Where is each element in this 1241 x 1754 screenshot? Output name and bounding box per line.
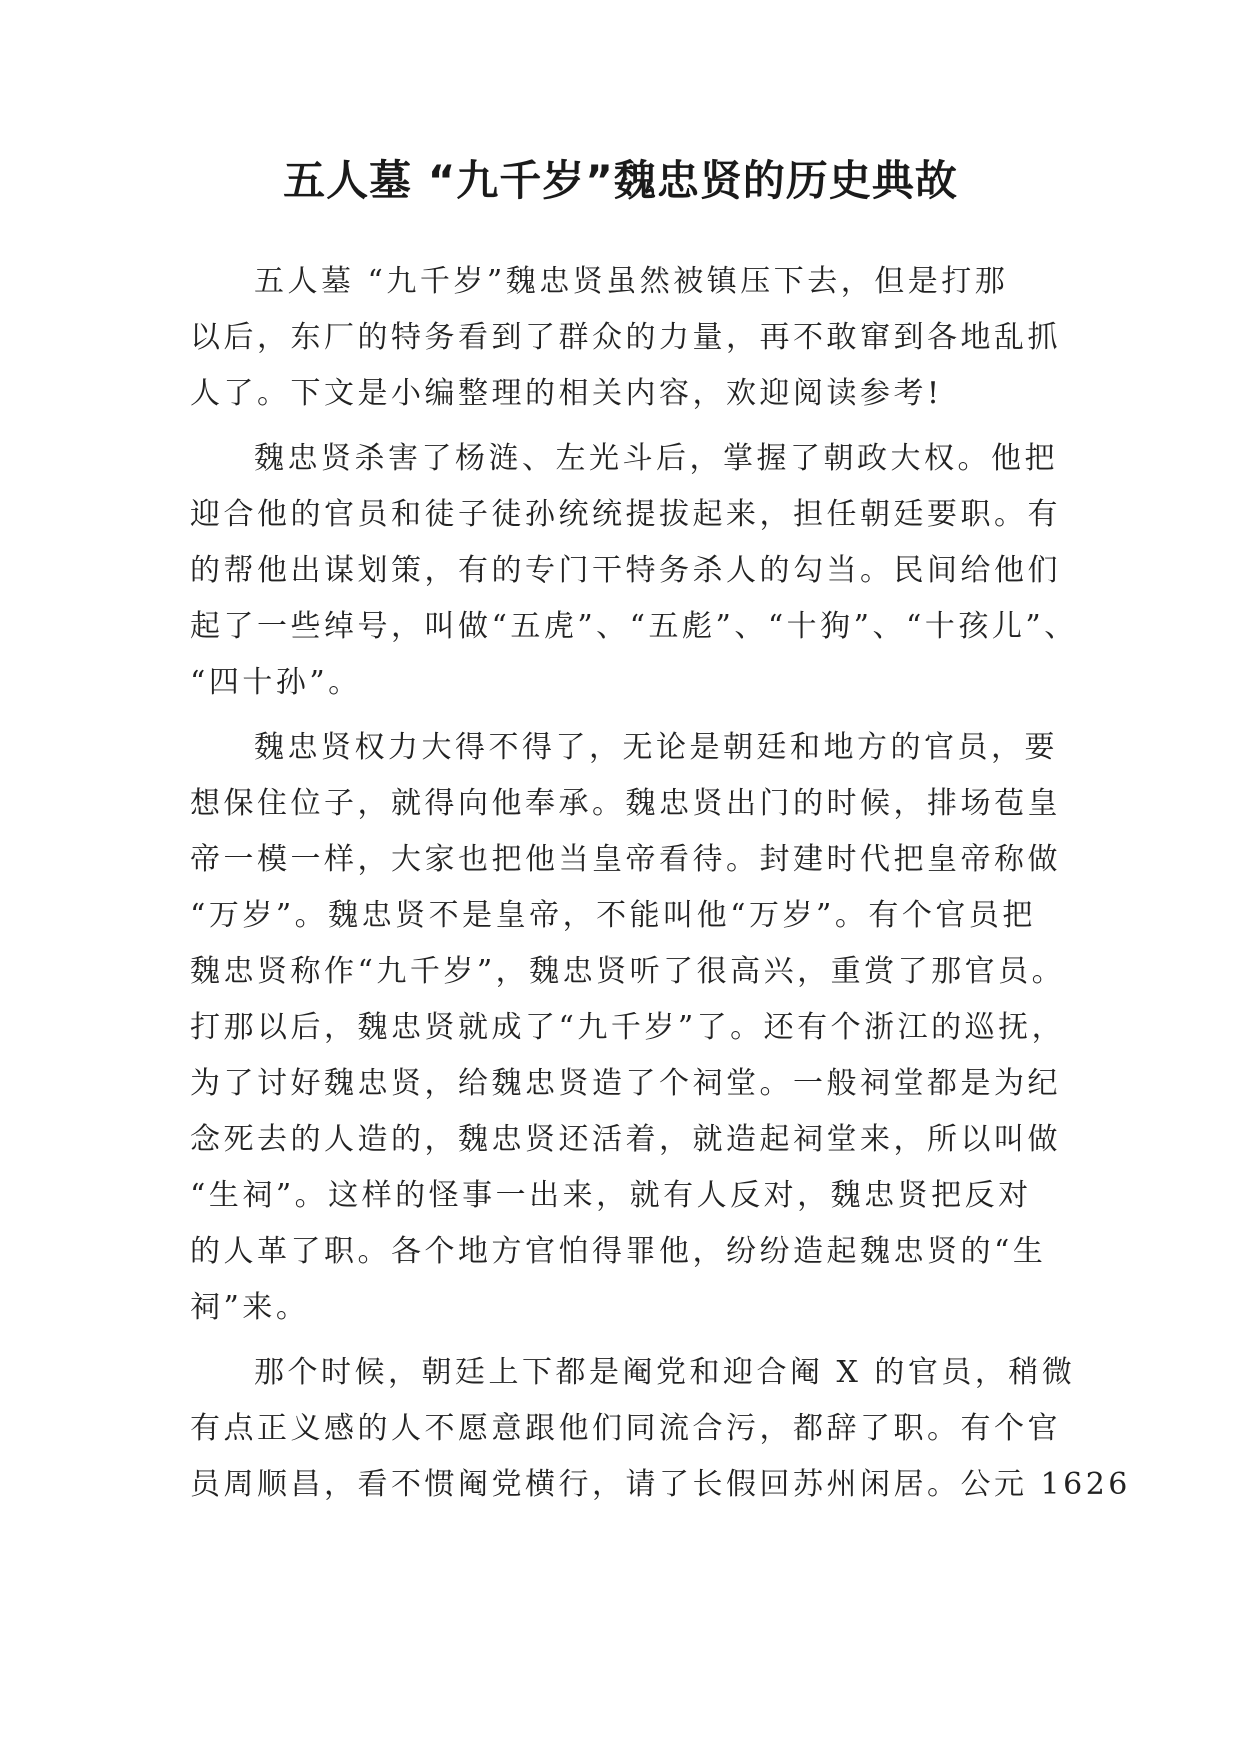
paragraph-2-line-2: 迎合他的官员和徒子徒孙统统提拔起来，担任朝廷要职。有	[190, 497, 1061, 532]
paragraph-3-line-5: 魏忠贤称作“九千岁”，魏忠贤听了很高兴，重赏了那官员。	[190, 954, 1066, 989]
paragraph-3-line-4: “万岁”。魏忠贤不是皇帝，不能叫他“万岁”。有个官员把	[190, 898, 1036, 933]
paragraph-3-line-8: 念死去的人造的，魏忠贤还活着，就造起祠堂来，所以叫做	[190, 1122, 1061, 1157]
paragraph-2-line-3: 的帮他出谋划策，有的专门干特务杀人的勾当。民间给他们	[190, 553, 1061, 588]
paragraph-3-line-10: 的人革了职。各个地方官怕得罪他，纷纷造起魏忠贤的“生	[190, 1234, 1047, 1269]
paragraph-3-line-1: 魏忠贤权力大得不得了，无论是朝廷和地方的官员，要	[254, 730, 1058, 765]
paragraph-3-line-9: “生祠”。这样的怪事一出来，就有人反对，魏忠贤把反对	[190, 1178, 1032, 1213]
paragraph-3-line-7: 为了讨好魏忠贤，给魏忠贤造了个祠堂。一般祠堂都是为纪	[190, 1066, 1061, 1101]
paragraph-4-line-3: 员周顺昌，看不惯阉党横行，请了长假回苏州闲居。公元 1626	[190, 1467, 1131, 1502]
paragraph-3-line-6: 打那以后，魏忠贤就成了“九千岁”了。还有个浙江的巡抚，	[190, 1010, 1066, 1045]
paragraph-2-line-4: 起了一些绰号，叫做“五虎”、“五彪”、“十狗”、“十孩儿”、	[190, 609, 1078, 644]
paragraph-1-line-2: 以后，东厂的特务看到了群众的力量，再不敢窜到各地乱抓	[190, 320, 1061, 355]
paragraph-4-line-2: 有点正义感的人不愿意跟他们同流合污，都辞了职。有个官	[190, 1411, 1061, 1446]
paragraph-1-line-1: 五人墓 “九千岁”魏忠贤虽然被镇压下去，但是打那	[254, 264, 1009, 299]
paragraph-2-line-5: “四十孙”。	[190, 665, 362, 700]
paragraph-3-line-11: 祠”来。	[190, 1290, 310, 1325]
paragraph-4-line-1: 那个时候，朝廷上下都是阉党和迎合阉 X 的官员，稍微	[254, 1355, 1076, 1390]
paragraph-3-line-2: 想保住位子，就得向他奉承。魏忠贤出门的时候，排场苞皇	[190, 786, 1061, 821]
document-title: 五人墓 “九千岁”魏忠贤的历史典故	[283, 156, 958, 205]
paragraph-2-line-1: 魏忠贤杀害了杨涟、左光斗后，掌握了朝政大权。他把	[254, 441, 1058, 476]
paragraph-3-line-3: 帝一模一样，大家也把他当皇帝看待。封建时代把皇帝称做	[190, 842, 1061, 877]
paragraph-1-line-3: 人了。下文是小编整理的相关内容，欢迎阅读参考!	[190, 376, 943, 411]
